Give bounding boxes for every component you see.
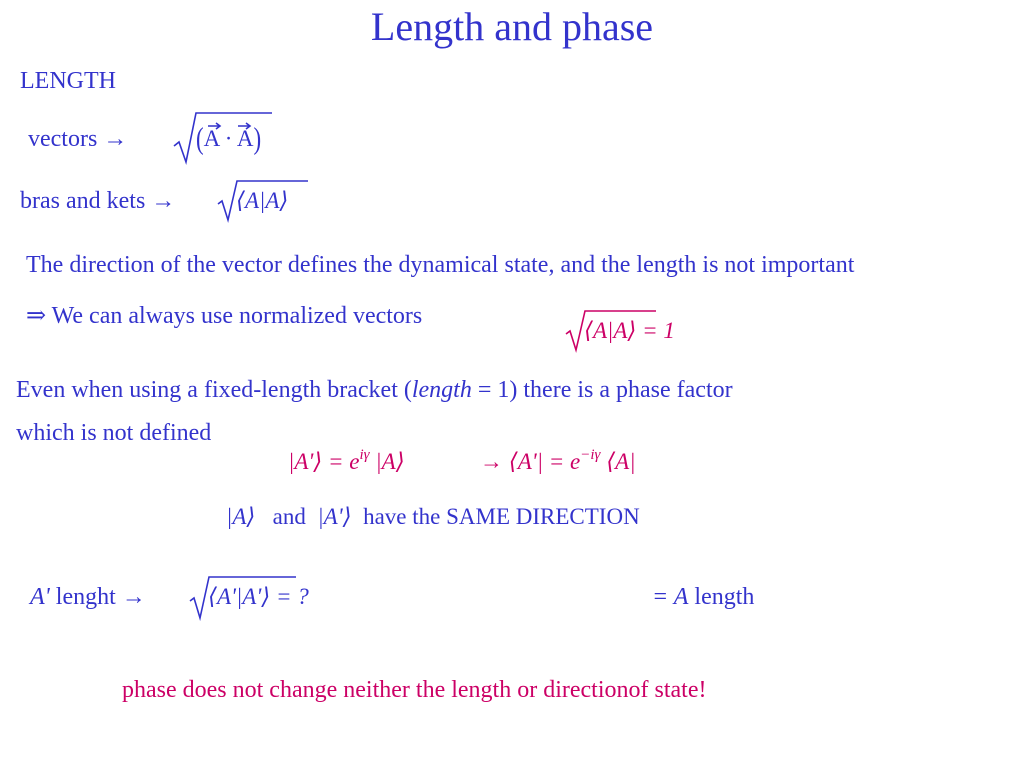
section-heading-length: LENGTH: [20, 68, 116, 94]
prime-length-label: A' lenght →: [30, 584, 146, 610]
phase-formula-ket: |A'⟩ = $e^{i\gamma}$ |A⟩: [288, 447, 405, 474]
normalized-statement: ⇒ We can always use normalized vectors: [26, 303, 423, 329]
slide-title: Length and phase: [370, 4, 654, 49]
phase-statement-line2: which is not defined: [16, 420, 212, 446]
normalized-formula: ⟨A|A⟩ = 1: [584, 318, 675, 343]
ket-a-prime: |A'⟩: [317, 504, 352, 529]
direction-statement: The direction of the vector defines the dynamical state, and the length is not important: [26, 252, 855, 278]
bras-kets-label: bras and kets →: [20, 188, 176, 214]
equals-length: = A length: [652, 584, 755, 610]
vectors-label: vectors →: [28, 126, 128, 152]
vectors-formula: (A · A): [196, 121, 262, 156]
and-word: and: [272, 504, 306, 529]
conclusion-statement: phase does not change neither the length or directionof state!: [122, 677, 707, 703]
phase-formula-bra: → ⟨A'| = $e^{-i\gamma}$ ⟨A|: [480, 447, 636, 474]
ket-a: |A⟩: [226, 504, 256, 529]
vector-a-first: A: [203, 126, 220, 151]
prime-length-formula: ⟨A'|A'⟩ = ?: [208, 584, 309, 609]
same-direction-line: [226, 502, 640, 532]
bras-kets-formula: ⟨A|A⟩: [236, 188, 289, 213]
length-italic: length: [411, 377, 472, 403]
phase-statement-line1: Even when using a fixed-length bracket (length = 1) there is a phase factor: [16, 377, 733, 403]
vector-a-second: A: [236, 126, 254, 151]
dot-operator: ·: [224, 126, 233, 151]
same-direction-text: have the SAME DIRECTION: [363, 504, 640, 529]
